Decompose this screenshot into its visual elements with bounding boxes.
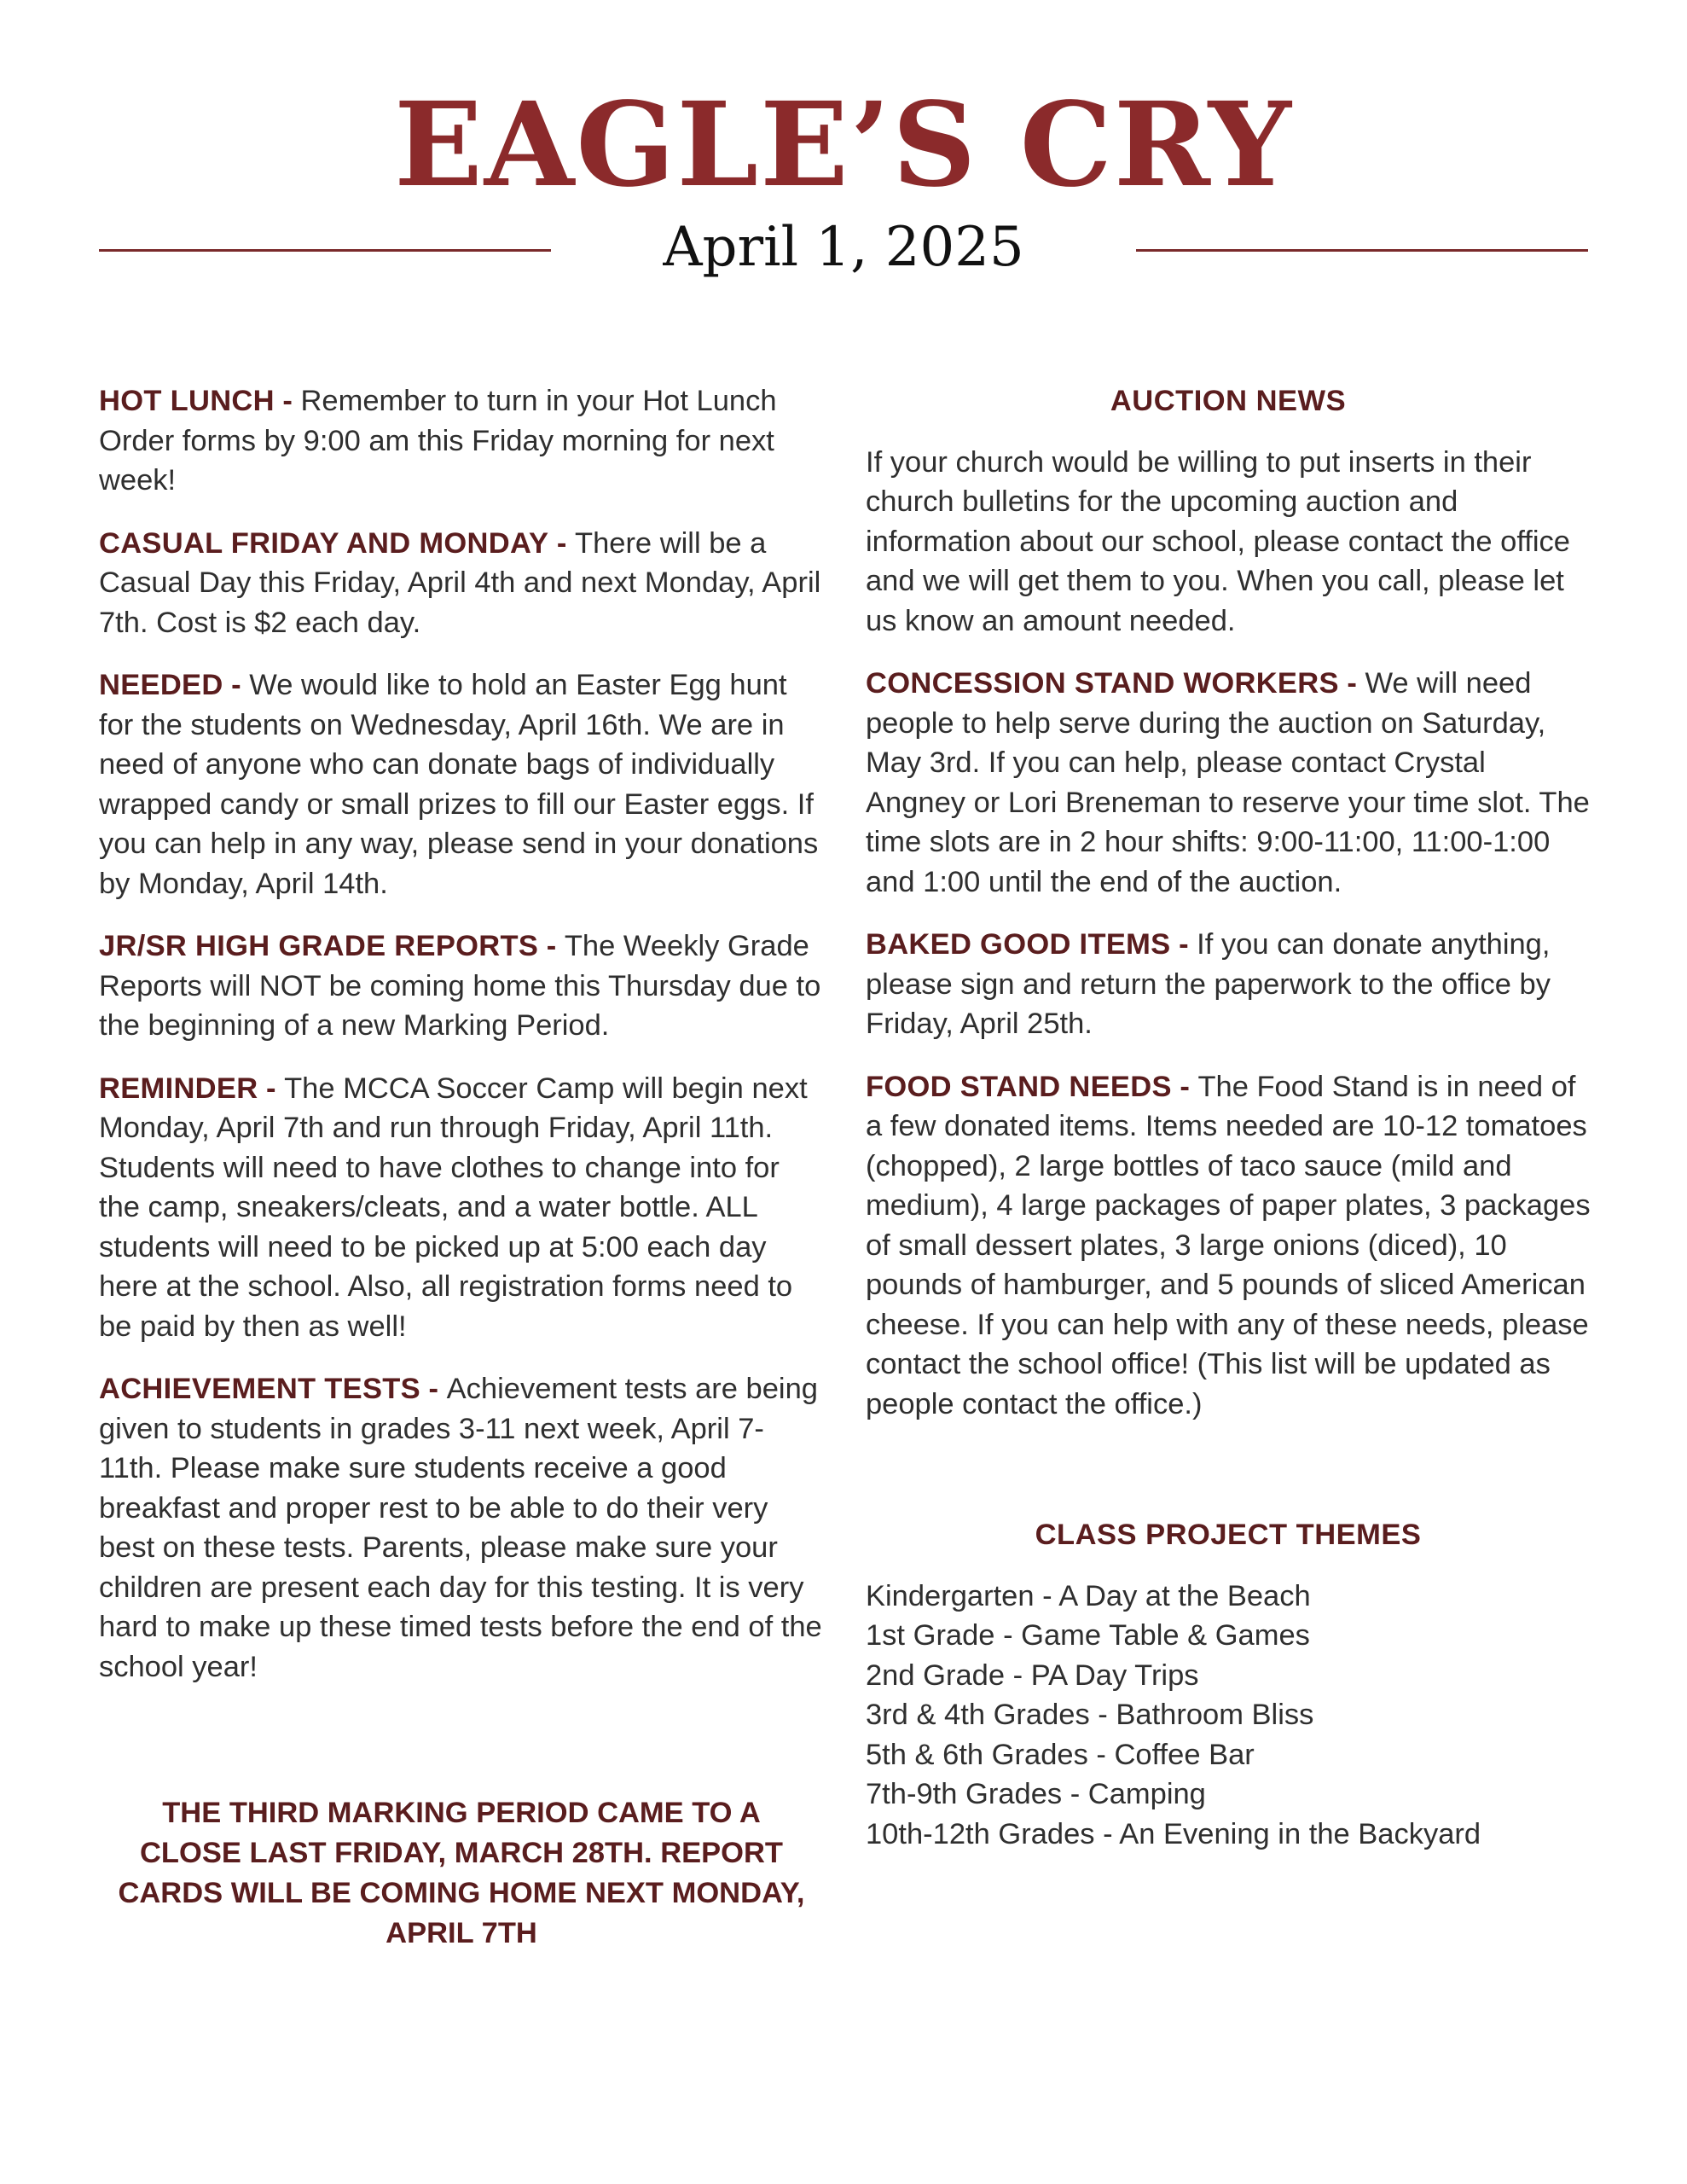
masthead — [0, 77, 1687, 213]
item-separator: - — [1338, 667, 1365, 700]
auction-news-heading: AUCTION NEWS — [1110, 385, 1347, 417]
item-body: We would like to hold an Easter Egg hunt for the students on Wednesday, April 16th. We are in need of anyone who can donate bags of individually wrapped candy or small prizes to fill our Easter eggs. If you can help in any way, please send in your donations by Monday, April 14th. — [99, 669, 819, 900]
item-heading: JR/SR HIGH GRADE REPORTS — [99, 930, 539, 962]
item-separator: - — [274, 385, 301, 417]
item-body: If you can donate anything, please sign and return the paperwork to the office by Friday, April 25th. — [866, 928, 1551, 1040]
item-heading: BAKED GOOD ITEMS — [866, 928, 1171, 961]
list-item: 10th-12th Grades - An Evening in the Backyard — [866, 1817, 1481, 1850]
date-row — [0, 209, 1687, 286]
item-heading: CASUAL FRIDAY AND MONDAY — [99, 526, 549, 560]
news-item-achievement-tests — [99, 1369, 824, 1687]
item-body: The Food Stand is in need of a few donated items. Items needed are 10-12 tomatoes (chopped), 2 large bottles of taco sauce (mild and medium), 4 large packages of paper plates, 3 packages of small dessert plates, 3 large onions (diced), 10 pounds of hamburger, and 5 pounds of sliced American cheese. If you can help with any of these needs, please contact the school office! (This list will be updated as people contact the office.) — [866, 1070, 1591, 1420]
news-item-food-stand — [866, 1067, 1591, 1425]
item-separator: - — [1170, 928, 1197, 961]
item-separator: - — [538, 930, 565, 962]
item-heading: FOOD STAND NEEDS — [866, 1070, 1172, 1103]
class-themes-heading: CLASS PROJECT THEMES — [1035, 1519, 1422, 1551]
item-separator: - — [548, 526, 575, 560]
marking-period-notice: THE THIRD MARKING PERIOD CAME TO A CLOSE LAST FRIDAY, MARCH 28TH. REPORT CARDS WILL BE COMING HOME NEXT MONDAY, APRIL 7TH — [118, 1797, 805, 1949]
newsletter-title: EAGLE’S CRY — [394, 77, 1293, 213]
item-body: The MCCA Soccer Camp will begin next Monday, April 7th and run through Friday, April 11th. Students will need to have clothes to change into for the camp, sneakers/cleats, and a water bottle. ALL students will need to be picked up at 5:00 each day here at the school. Also, all registration forms need to be paid by then as well! — [99, 1072, 808, 1343]
news-item-needed — [99, 665, 824, 903]
auction-news-body: If your church would be willing to put inserts in their church bulletins for the upcoming auction and information about our school, please contact the office and we will get them to you. When you call, please let us know an amount needed. — [866, 445, 1570, 637]
left-column — [99, 381, 824, 1954]
list-item: 7th-9th Grades - Camping — [866, 1778, 1206, 1810]
list-item: 5th & 6th Grades - Coffee Bar — [866, 1738, 1255, 1771]
list-item: Kindergarten - A Day at the Beach — [866, 1579, 1311, 1612]
item-body: There will be a Casual Day this Friday, April 4th and next Monday, April 7th. Cost is $2 each day. — [99, 526, 821, 639]
list-item: 3rd & 4th Grades - Bathroom Bliss — [866, 1699, 1314, 1731]
item-heading: ACHIEVEMENT TESTS — [99, 1373, 420, 1405]
item-separator: - — [223, 669, 250, 701]
news-item-concession-workers — [866, 664, 1591, 902]
item-body: Achievement tests are being given to students in grades 3-11 next week, April 7-11th. Please make sure students receive a good breakfast and proper rest to be able to do their very best on these tests. Parents, please make sure your children are present each day for this testing. It is very hard to make up these timed tests before the end of the school year! — [99, 1373, 822, 1683]
right-column — [866, 381, 1591, 1854]
item-separator: - — [1171, 1070, 1198, 1103]
right-divider-rule — [1136, 249, 1588, 252]
news-item-reminder — [99, 1069, 824, 1347]
news-item-grade-reports — [99, 926, 824, 1046]
item-heading: NEEDED — [99, 669, 223, 701]
issue-date: April 1, 2025 — [663, 216, 1024, 279]
item-separator: - — [420, 1373, 447, 1405]
item-body: We will need people to help serve during the auction on Saturday, May 3rd. If you can help, please contact Crystal Angney or Lori Breneman to reserve your time slot. The time slots are in 2 hour shifts: 9:00-11:00, 11:00-1:00 and 1:00 until the end of the auction. — [866, 667, 1590, 898]
news-item-baked-goods — [866, 925, 1591, 1044]
list-item: 2nd Grade - PA Day Trips — [866, 1658, 1199, 1692]
item-heading: REMINDER — [99, 1072, 258, 1105]
item-heading: CONCESSION STAND WORKERS — [866, 667, 1339, 700]
news-item-casual-friday — [99, 524, 824, 643]
list-item: 1st Grade - Game Table & Games — [866, 1619, 1310, 1652]
item-body: The Weekly Grade Reports will NOT be coming home this Thursday due to the beginning of a new Marking Period. — [99, 930, 821, 1042]
class-themes-list — [866, 1577, 1591, 1855]
item-separator: - — [258, 1072, 285, 1105]
item-heading: HOT LUNCH — [99, 385, 275, 417]
item-body: Remember to turn in your Hot Lunch Order forms by 9:00 am this Friday morning for next week! — [99, 385, 777, 497]
news-item-hot-lunch — [99, 381, 824, 501]
